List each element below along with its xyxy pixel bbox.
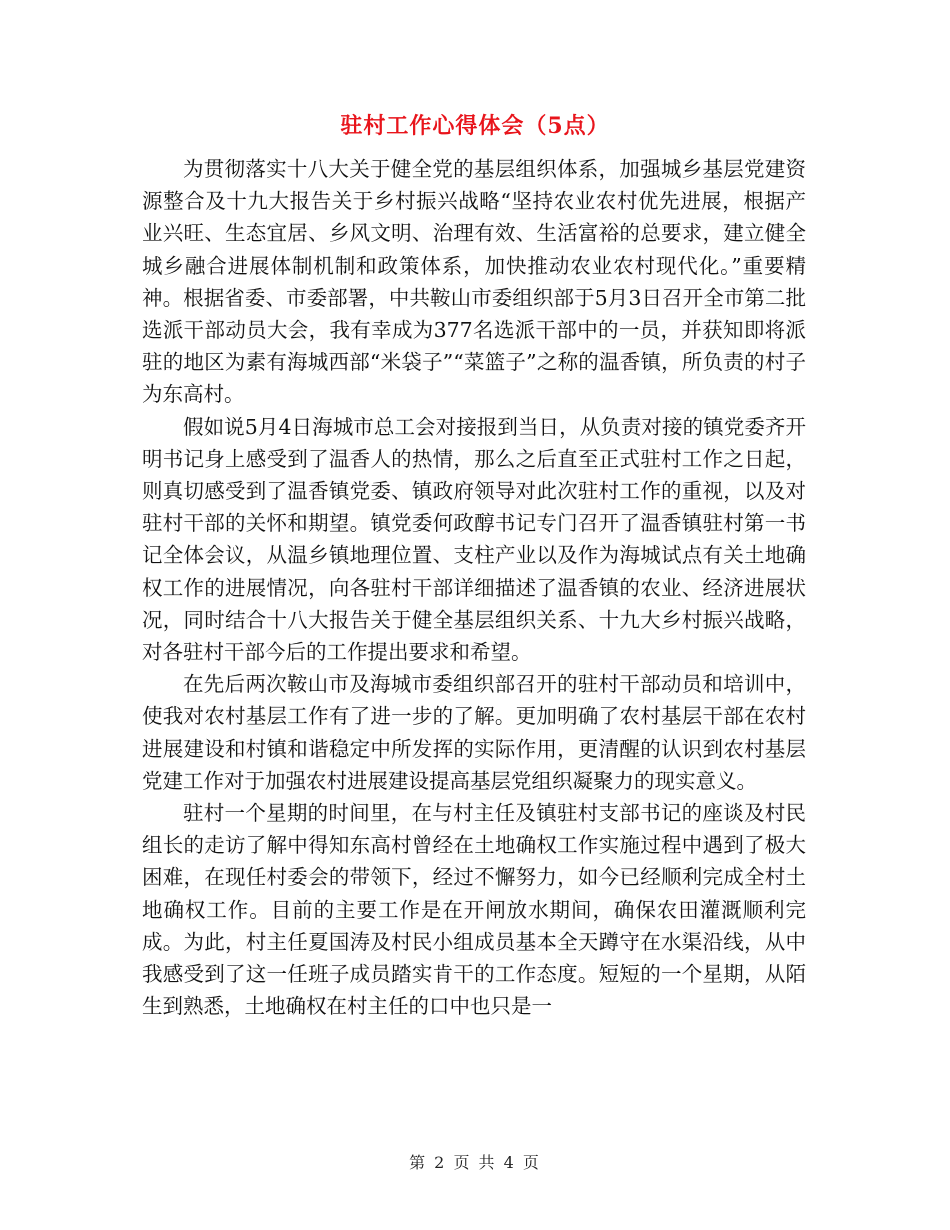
paragraph-2: 假如说5月4日海城市总工会对接报到当日，从负责对接的镇党委齐开明书记身上感受到了温香人的热情，那么之后直至正式驻村工作之日起，则真切感受到了温香镇党委、镇政府领导对此次驻村工作的重视，以及对驻村干部的关怀和期望。镇党委何政醇书记专门召开了温香镇驻村第一书记全体会议，从温乡镇地理位置、支柱产业以及作为海城试点有关土地确权工作的进展情况，向各驻村干部详细描述了温香镇的农业、经济进展状况，同时结合十八大报告关于健全基层组织关系、十九大乡村振兴战略，对各驻村干部今后的工作提出要求和希望。 — [142, 414, 806, 665]
paragraph-4: 驻村一个星期的时间里，在与村主任及镇驻村支部书记的座谈及村民组长的走访了解中得知东高村曾经在土地确权工作实施过程中遇到了极大困难，在现任村委会的带领下，经过不懈努力，如今已经顺利完成全村土地确权工作。目前的主要工作是在开闸放水期间，确保农田灌溉顺利完成。为此，村主任夏国涛及村民小组成员基本全天蹲守在水渠沿线，从中我感受到了这一任班子成员踏实肯干的工作态度。短短的一个星期，从陌生到熟悉，土地确权在村主任的口中也只是一 — [142, 801, 806, 1019]
page-number-footer: 第 2 页 共 4 页 — [409, 1153, 541, 1172]
document-title: 驻村工作心得体会（5点） — [340, 113, 610, 139]
document-body — [142, 153, 806, 1022]
paragraph-3: 在先后两次鞍山市及海城市委组织部召开的驻村干部动员和培训中，使我对农村基层工作有了进一步的了解。更加明确了农村基层干部在农村进展建设和村镇和谐稳定中所发挥的实际作用，更清醒的认识到农村基层党建工作对于加强农村进展建设提高基层党组织凝聚力的现实意义。 — [142, 672, 806, 793]
paragraph-1: 为贯彻落实十八大关于健全党的基层组织体系，加强城乡基层党建资源整合及十九大报告关于乡村振兴战略“坚持农业农村优先进展，根据产业兴旺、生态宜居、乡风文明、治理有效、生活富裕的总要求，建立健全城乡融合进展体制机制和政策体系，加快推动农业农村现代化。”重要精神。根据省委、市委部署，中共鞍山市委组织部于5月3日召开全市第二批选派干部动员大会，我有幸成为377名选派干部中的一员，并获知即将派驻的地区为素有海城西部“米袋子”“菜篮子”之称的温香镇，所负责的村子为东高村。 — [142, 157, 806, 407]
